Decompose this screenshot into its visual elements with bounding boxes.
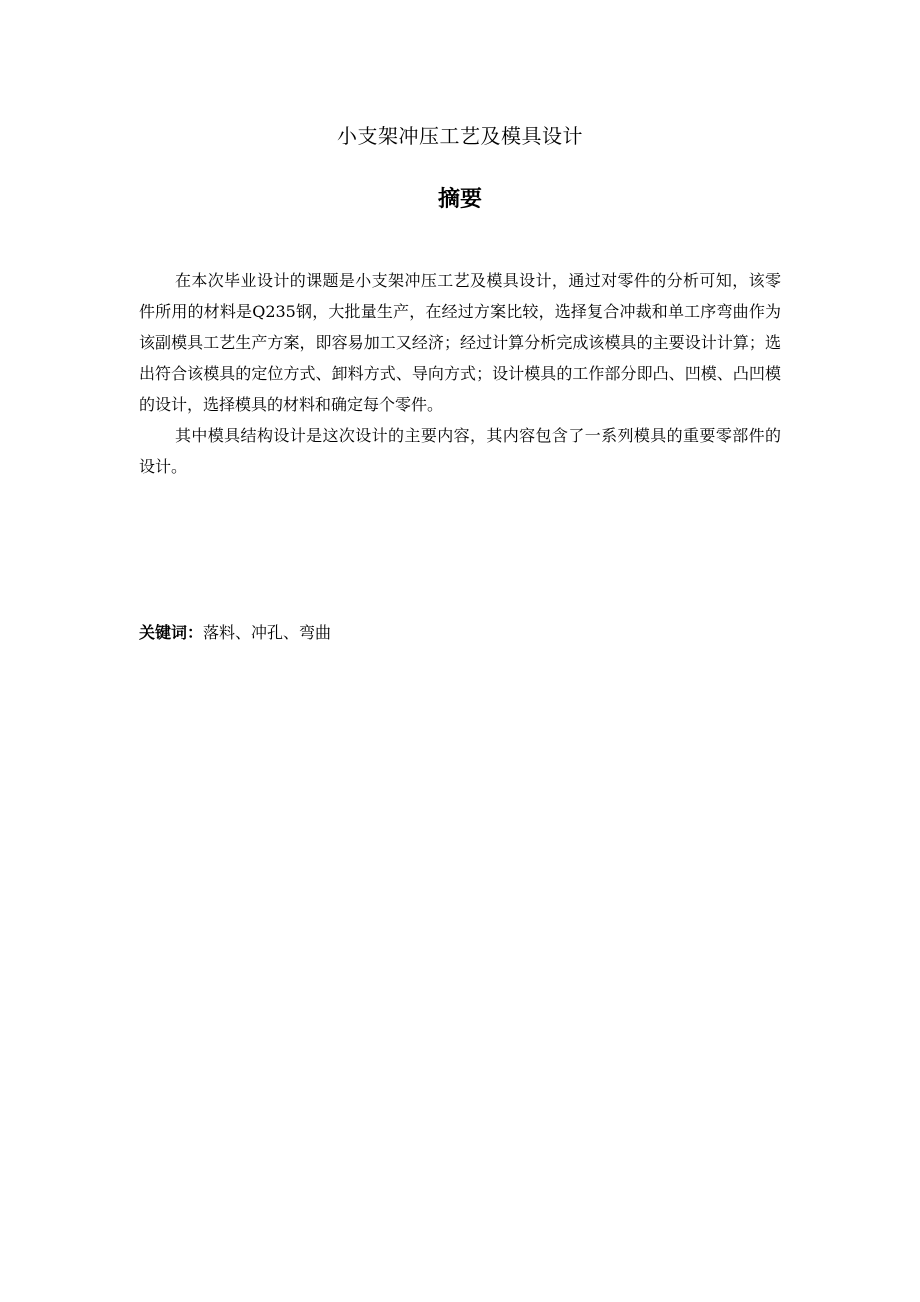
- abstract-paragraph: 其中模具结构设计是这次设计的主要内容，其内容包含了一系列模具的重要零部件的设计。: [139, 426, 781, 476]
- keywords-value: 落料、冲孔、弯曲: [203, 623, 332, 642]
- document-title: 小支架冲压工艺及模具设计: [337, 124, 583, 148]
- keywords-line: [139, 619, 781, 647]
- abstract-heading: 摘要: [437, 187, 482, 212]
- abstract-paragraph: 在本次毕业设计的课题是小支架冲压工艺及模具设计，通过对零件的分析可知，该零件所用的材料是Q235钢，大批量生产，在经过方案比较，选择复合冲裁和单工序弯曲作为该副模具工艺生产方案，即容易加工又经济；经过计算分析完成该模具的主要设计计算；选出符合该模具的定位方式、卸料方式、导向方式；设计模具的工作部分即凸、凹模、凸凹模的设计，选择模具的材料和确定每个零件。: [139, 271, 781, 414]
- keywords-label: 关键词：: [139, 623, 204, 642]
- abstract-body: [139, 265, 781, 482]
